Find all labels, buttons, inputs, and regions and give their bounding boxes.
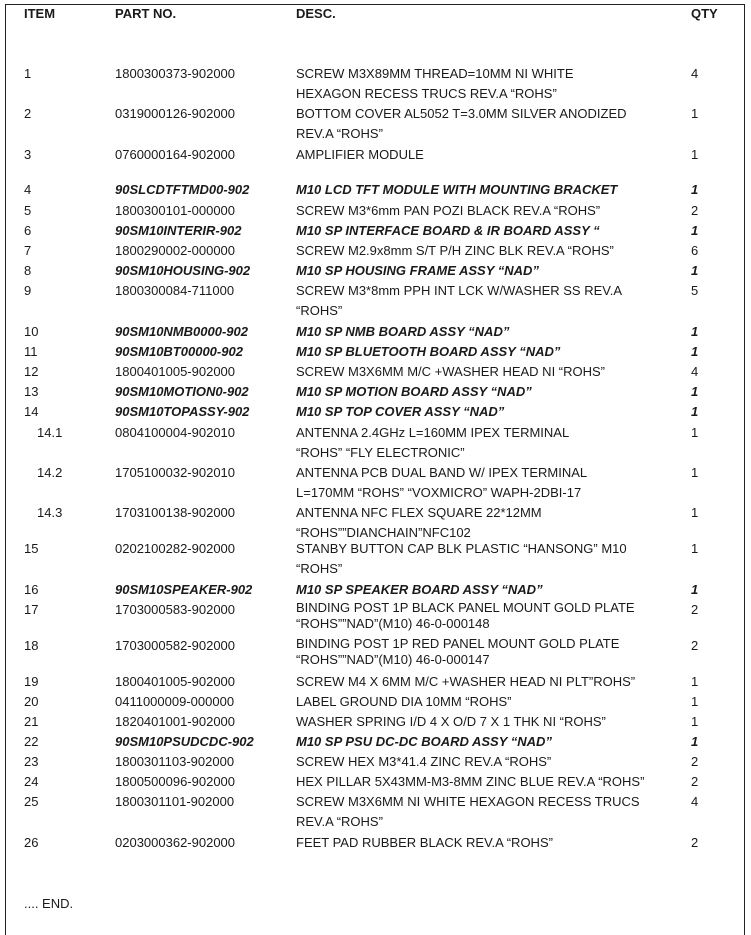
quantity: 2	[691, 774, 699, 789]
description	[296, 382, 532, 402]
description-line: BINDING POST 1P BLACK PANEL MOUNT GOLD PLATE	[296, 600, 635, 615]
description-line: BOTTOM COVER AL5052 T=3.0MM SILVER ANODIZED	[296, 106, 627, 121]
item-number: 15	[24, 541, 39, 556]
part-number: 1800290002-000000	[115, 243, 236, 258]
description-line: SCREW M3X6MM M/C +WASHER HEAD NI “ROHS”	[296, 364, 606, 379]
part-number: 1705100032-902010	[115, 465, 236, 480]
quantity: 2	[691, 754, 699, 769]
item-number: 23	[24, 754, 39, 769]
quantity: 1	[691, 223, 699, 238]
quantity: 1	[691, 344, 699, 359]
description-line: “ROHS””DIANCHAIN”NFC102	[296, 525, 471, 540]
part-number: 1800300373-902000	[115, 66, 236, 81]
part-number: 0804100004-902010	[115, 425, 236, 440]
item-number: 5	[24, 203, 32, 218]
description-line: SCREW M4 X 6MM M/C +WASHER HEAD NI PLT”ROHS”	[296, 674, 636, 689]
description-line: ANTENNA 2.4GHz L=160MM IPEX TERMINAL	[296, 425, 570, 440]
item-number: 13	[24, 384, 39, 399]
description-line: BINDING POST 1P RED PANEL MOUNT GOLD PLATE	[296, 636, 620, 651]
description	[296, 423, 569, 463]
description-line: FEET PAD RUBBER BLACK REV.A “ROHS”	[296, 835, 553, 850]
description	[296, 281, 622, 321]
quantity: 1	[691, 505, 699, 520]
description	[296, 732, 552, 752]
part-number: 1800300084-711000	[115, 283, 235, 298]
item-number: 8	[24, 263, 32, 278]
description-line: SCREW HEX M3*41.4 ZINC REV.A “ROHS”	[296, 754, 552, 769]
item-number: 2	[24, 106, 32, 121]
quantity: 2	[691, 602, 699, 617]
header-desc: DESC.	[296, 6, 336, 21]
header-qty: QTY	[691, 6, 718, 21]
description-line: SCREW M3X89MM THREAD=10MM NI WHITE	[296, 66, 574, 81]
description-line: ANTENNA PCB DUAL BAND W/ IPEX TERMINAL	[296, 465, 588, 480]
item-number: 3	[24, 147, 32, 162]
description-line: M10 SP BLUETOOTH BOARD ASSY “NAD”	[296, 344, 561, 359]
item-number: 18	[24, 638, 39, 653]
description	[296, 539, 627, 579]
description-line: M10 SP PSU DC-DC BOARD ASSY “NAD”	[296, 734, 552, 749]
quantity: 2	[691, 835, 699, 850]
part-number: 1800301101-902000	[115, 794, 235, 809]
item-number: 16	[24, 582, 39, 597]
part-number: 0202100282-902000	[115, 541, 236, 556]
part-number: 90SM10INTERIR-902	[115, 223, 242, 238]
description	[296, 342, 560, 362]
description	[296, 145, 424, 165]
item-number: 4	[24, 182, 32, 197]
part-number: 1703000583-902000	[115, 602, 236, 617]
description	[296, 402, 504, 422]
description	[296, 833, 553, 853]
quantity: 1	[691, 541, 699, 556]
description	[296, 261, 539, 281]
part-number: 90SM10MOTION0-902	[115, 384, 249, 399]
description-line: SCREW M3X6MM NI WHITE HEXAGON RECESS TRUCS	[296, 794, 640, 809]
item-number: 14.2	[37, 465, 63, 480]
description	[296, 104, 627, 144]
description-line: LABEL GROUND DIA 10MM “ROHS”	[296, 694, 512, 709]
description-line: SCREW M3*6mm PAN POZI BLACK REV.A “ROHS”	[296, 203, 601, 218]
quantity: 1	[691, 404, 699, 419]
quantity: 1	[691, 465, 699, 480]
description	[296, 792, 640, 832]
quantity: 1	[691, 734, 699, 749]
quantity: 6	[691, 243, 699, 258]
part-number: 1800500096-902000	[115, 774, 236, 789]
description	[296, 64, 574, 104]
item-number: 12	[24, 364, 39, 379]
description-line: M10 SP HOUSING FRAME ASSY “NAD”	[296, 263, 539, 278]
quantity: 1	[691, 674, 699, 689]
item-number: 21	[24, 714, 39, 729]
part-number: 90SM10BT00000-902	[115, 344, 243, 359]
item-number: 17	[24, 602, 39, 617]
part-number: 1703100138-902000	[115, 505, 236, 520]
description-line: WASHER SPRING I/D 4 X O/D 7 X 1 THK NI “ROHS”	[296, 714, 606, 729]
description-line: “ROHS””NAD”(M10) 46-0-000148	[296, 616, 490, 631]
part-number: 1800401005-902000	[115, 674, 236, 689]
part-number: 90SLCDTFTMD00-902	[115, 182, 250, 197]
description-line: M10 SP NMB BOARD ASSY “NAD”	[296, 324, 510, 339]
quantity: 4	[691, 794, 699, 809]
description-line: M10 LCD TFT MODULE WITH MOUNTING BRACKET	[296, 182, 618, 197]
item-number: 1	[24, 66, 32, 81]
description	[296, 600, 635, 632]
part-number: 1703000582-902000	[115, 638, 236, 653]
description	[296, 241, 614, 261]
item-number: 7	[24, 243, 32, 258]
description-line: REV.A “ROHS”	[296, 126, 383, 141]
description	[296, 463, 587, 503]
quantity: 1	[691, 714, 699, 729]
part-number: 90SM10SPEAKER-902	[115, 582, 253, 597]
quantity: 2	[691, 638, 699, 653]
description-line: M10 SP SPEAKER BOARD ASSY “NAD”	[296, 582, 543, 597]
quantity: 1	[691, 425, 699, 440]
part-number: 1800300101-000000	[115, 203, 236, 218]
description-line: SCREW M3*8mm PPH INT LCK W/WASHER SS REV.A	[296, 283, 623, 298]
quantity: 1	[691, 182, 699, 197]
description-line: REV.A “ROHS”	[296, 814, 383, 829]
quantity: 1	[691, 324, 699, 339]
description-line: “ROHS”	[296, 561, 343, 576]
item-number: 10	[24, 324, 39, 339]
description-line: M10 SP INTERFACE BOARD & IR BOARD ASSY “	[296, 223, 600, 238]
item-number: 14.1	[37, 425, 63, 440]
item-number: 24	[24, 774, 39, 789]
item-number: 26	[24, 835, 39, 850]
description-line: HEX PILLAR 5X43MM-M3-8MM ZINC BLUE REV.A “ROHS”	[296, 774, 645, 789]
quantity: 1	[691, 694, 699, 709]
description	[296, 772, 644, 792]
part-number: 0203000362-902000	[115, 835, 236, 850]
description-line: HEXAGON RECESS TRUCS REV.A “ROHS”	[296, 86, 557, 101]
quantity: 1	[691, 384, 699, 399]
description-line: “ROHS””NAD”(M10) 46-0-000147	[296, 652, 490, 667]
description	[296, 752, 551, 772]
description	[296, 221, 600, 241]
description-line: ANTENNA NFC FLEX SQUARE 22*12MM	[296, 505, 542, 520]
description-line: SCREW M2.9x8mm S/T P/H ZINC BLK REV.A “ROHS”	[296, 243, 614, 258]
quantity: 1	[691, 106, 699, 121]
description-line: M10 SP TOP COVER ASSY “NAD”	[296, 404, 505, 419]
item-number: 14	[24, 404, 39, 419]
description	[296, 362, 605, 382]
description	[296, 180, 617, 200]
item-number: 9	[24, 283, 32, 298]
description-line: AMPLIFIER MODULE	[296, 147, 424, 162]
header-part-no: PART NO.	[115, 6, 177, 21]
description	[296, 672, 635, 692]
description	[296, 636, 619, 668]
description	[296, 503, 542, 543]
part-number: 90SM10TOPASSY-902	[115, 404, 250, 419]
description	[296, 201, 600, 221]
part-number: 0319000126-902000	[115, 106, 236, 121]
description	[296, 580, 543, 600]
part-number: 1800301103-902000	[115, 754, 235, 769]
part-number: 1800401005-902000	[115, 364, 236, 379]
quantity: 4	[691, 364, 699, 379]
description	[296, 692, 512, 712]
description	[296, 322, 509, 342]
description-line: “ROHS”	[296, 303, 343, 318]
item-number: 25	[24, 794, 39, 809]
description-line: STANBY BUTTON CAP BLK PLASTIC “HANSONG” M10	[296, 541, 627, 556]
item-number: 20	[24, 694, 39, 709]
item-number: 6	[24, 223, 32, 238]
description	[296, 712, 606, 732]
description-line: “ROHS” “FLY ELECTRONIC”	[296, 445, 465, 460]
part-number: 0760000164-902000	[115, 147, 236, 162]
part-number: 90SM10PSUDCDC-902	[115, 734, 254, 749]
description-line: M10 SP MOTION BOARD ASSY “NAD”	[296, 384, 532, 399]
quantity: 1	[691, 147, 699, 162]
quantity: 4	[691, 66, 699, 81]
item-number: 19	[24, 674, 39, 689]
part-number: 1820401001-902000	[115, 714, 236, 729]
part-number: 90SM10NMB0000-902	[115, 324, 248, 339]
part-number: 90SM10HOUSING-902	[115, 263, 251, 278]
header-item: ITEM	[24, 6, 56, 21]
item-number: 11	[24, 344, 38, 359]
item-number: 14.3	[37, 505, 63, 520]
quantity: 5	[691, 283, 699, 298]
end-marker: .... END.	[24, 896, 74, 911]
quantity: 1	[691, 263, 699, 278]
quantity: 1	[691, 582, 699, 597]
description-line: L=170MM “ROHS” “VOXMICRO” WAPH-2DBI-17	[296, 485, 582, 500]
quantity: 2	[691, 203, 699, 218]
item-number: 22	[24, 734, 39, 749]
part-number: 0411000009-000000	[115, 694, 235, 709]
